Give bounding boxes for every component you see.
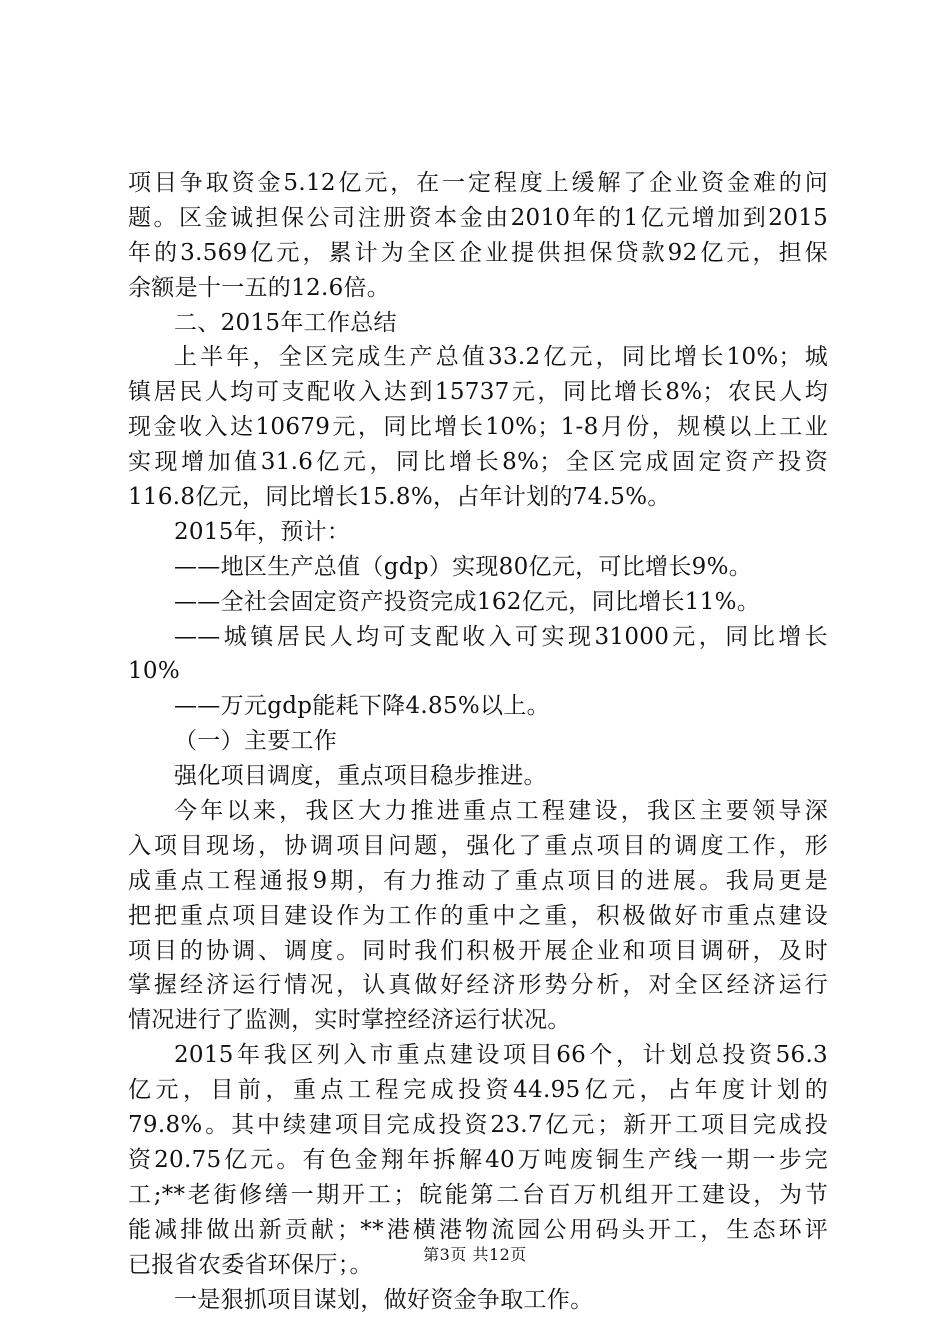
document-body	[128, 166, 828, 1317]
text-line: 情况进行了监测，实时掌控经济运行状况。	[128, 1007, 571, 1034]
text-line: 已报省农委省环保厅；。	[128, 1251, 373, 1278]
subsection-heading: （一）主要工作	[174, 728, 338, 755]
text-line: 116.8亿元，同比增长15.8%，占年计划的74.5%。	[128, 484, 671, 511]
list-item: ——地区生产总值（gdp）实现80亿元，可比增长9%。	[174, 553, 753, 580]
text-line: 能减排做出新贡献；**港横港物流园公用码头开工，生态环评	[128, 1216, 828, 1243]
text-line: 强化项目调度，重点项目稳步推进。	[174, 763, 547, 790]
text-line: 现金收入达10679元，同比增长10%；1-8月份，规模以上工业	[128, 414, 828, 441]
text-line: 工;**老街修缮一期开工；皖能第二台百万机组开工建设，为节	[128, 1181, 828, 1208]
text-line: 项目争取资金5.12亿元，在一定程度上缓解了企业资金难的问	[128, 170, 828, 196]
text-line: 亿元，目前，重点工程完成投资44.95亿元，占年度计划的	[128, 1077, 828, 1104]
text-line: 把把重点项目建设作为工作的重中之重，积极做好市重点建设	[128, 902, 828, 929]
text-line: 题。区金诚担保公司注册资本金由2010年的1亿元增加到2015	[128, 204, 828, 231]
text-line: 资20.75亿元。有色金翔年拆解40万吨废铜生产线一期一步完	[128, 1146, 828, 1173]
text-line: 2015年，预计：	[174, 518, 351, 545]
text-line: 入项目现场，协调项目问题，强化了重点项目的调度工作，形	[128, 832, 828, 859]
text-line: 今年以来，我区大力推进重点工程建设，我区主要领导深	[174, 798, 828, 825]
text-line: 10%	[128, 658, 181, 685]
text-line: 掌握经济运行情况，认真做好经济形势分析，对全区经济运行	[128, 972, 828, 999]
text-line: 2015年我区列入市重点建设项目66个，计划总投资56.3	[174, 1042, 828, 1069]
text-line: 年的3.569亿元，累计为全区企业提供担保贷款92亿元，担保	[128, 239, 828, 266]
text-line: 上半年，全区完成生产总值33.2亿元，同比增长10%；城	[174, 344, 828, 371]
list-item: ——全社会固定资产投资完成162亿元，同比增长11%。	[174, 588, 761, 615]
page-number-footer: 第3页 共12页	[423, 1245, 527, 1264]
list-item: ——城镇居民人均可支配收入可实现31000元，同比增长	[174, 623, 828, 650]
text-line: 79.8%。其中续建项目完成投资23.7亿元；新开工项目完成投	[128, 1112, 828, 1139]
text-line: 实现增加值31.6亿元，同比增长8%；全区完成固定资产投资	[128, 449, 828, 476]
text-line: 项目的协调、调度。同时我们积极开展企业和项目调研，及时	[128, 937, 828, 964]
section-heading: 二、2015年工作总结	[174, 309, 397, 336]
text-line: 余额是十一五的12.6倍。	[128, 274, 391, 301]
text-line: 一是狠抓项目谋划，做好资金争取工作。	[174, 1286, 594, 1313]
text-line: 成重点工程通报9期，有力推动了重点项目的进展。我局更是	[128, 867, 828, 894]
text-line: 镇居民人均可支配收入达到15737元，同比增长8%；农民人均	[128, 379, 828, 406]
list-item: ——万元gdp能耗下降4.85%以上。	[174, 693, 550, 720]
